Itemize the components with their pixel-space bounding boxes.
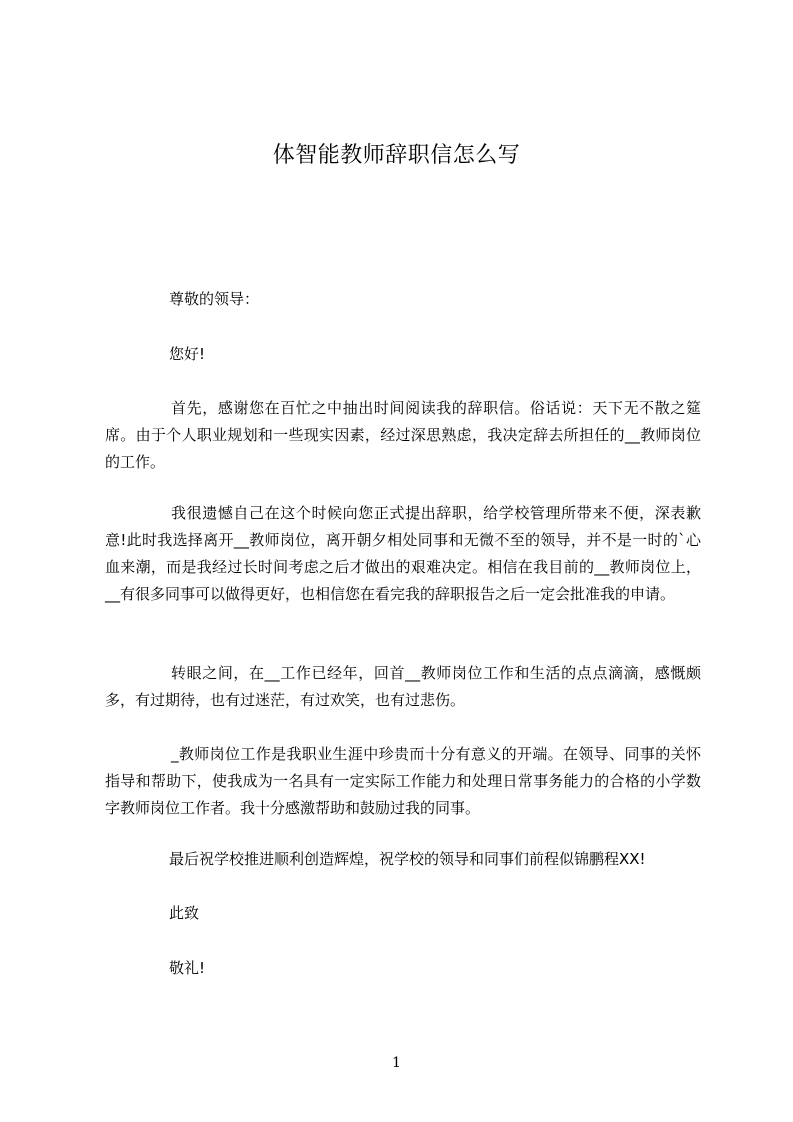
paragraph-3: 转眼之间，在__工作已经年，回首__教师岗位工作和生活的点点滴滴，感慨颇多，有过期待，也有过迷茫，有过欢笑，也有过悲伤。: [105, 664, 701, 709]
greeting: 您好!: [169, 345, 206, 363]
document-title: 体智能教师辞职信怎么写: [272, 143, 521, 168]
paragraph-4: _教师岗位工作是我职业生涯中珍贵而十分有意义的开端。在领导、同事的关怀指导和帮助下，使我成为一名具有一定实际工作能力和处理日常事务能力的合格的小学数字教师岗位工作者。我十分感激帮助和鼓励过我的同事。: [105, 745, 701, 817]
page-number: 1: [392, 1055, 401, 1071]
salutation: 尊敬的领导：: [169, 290, 260, 308]
paragraph-1: 首先，感谢您在百忙之中抽出时间阅读我的辞职信。俗话说：天下无不散之筵席。由于个人职业规划和一些现实因素，经过深思熟虑，我决定辞去所担任的__教师岗位的工作。: [105, 399, 701, 471]
closing-wish: 最后祝学校推进顺利创造辉煌，祝学校的领导和同事们前程似锦鹏程XX!: [169, 850, 646, 868]
closing-jingli: 敬礼!: [169, 959, 206, 977]
closing-cizhi: 此致: [169, 904, 200, 922]
paragraph-2: 我很遗憾自己在这个时候向您正式提出辞职，给学校管理所带来不便，深表歉意!此时我选择离开__教师岗位，离开朝夕相处同事和无微不至的领导，并不是一时的`心血来潮，而是我经过长时间考虑之后才做出的艰难决定。相信在我目前的__教师岗位上，__有很多同事可以做得更好，也相信您在看完我的辞职报告之后一定会批准我的申请。: [105, 504, 701, 603]
